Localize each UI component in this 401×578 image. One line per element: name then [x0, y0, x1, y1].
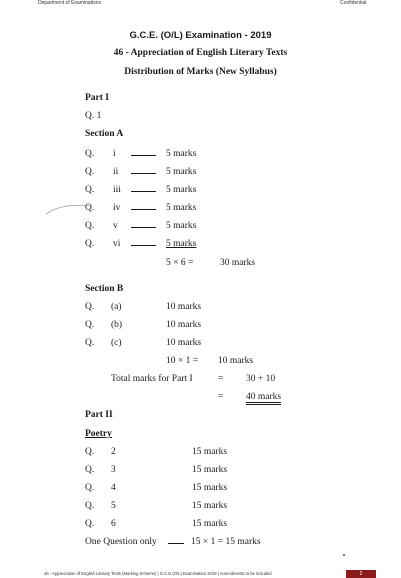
q-number: v — [113, 221, 118, 231]
q-label: Q. — [85, 447, 95, 457]
q-marks: 5 marks — [166, 221, 197, 231]
q-number: iv — [113, 203, 121, 213]
q-marks: 10 marks — [166, 302, 202, 312]
part1-grand-total: 40 marks — [246, 392, 281, 405]
q-number: (a) — [111, 302, 122, 312]
q-label: Q. — [85, 320, 95, 330]
q-label: Q. — [85, 483, 95, 493]
part1-heading: Part I — [85, 93, 110, 103]
q-marks: 5 marks — [166, 149, 197, 159]
q-number: ii — [113, 167, 119, 177]
dash-line — [131, 191, 156, 192]
dash-line — [131, 227, 156, 228]
q-marks: 15 marks — [192, 483, 228, 493]
header-confidential: Confidential — [340, 0, 367, 6]
pen-stroke — [44, 200, 94, 216]
exam-title: G.C.E. (O/L) Examination - 2019 — [129, 30, 272, 41]
dash-line — [131, 209, 156, 210]
q-label: Q. — [85, 149, 95, 159]
part2-heading: Part II — [85, 410, 113, 420]
section-b-calc: 10 × 1 = — [166, 356, 199, 366]
q-label: Q. — [85, 185, 95, 195]
q-marks: 5 marks — [166, 167, 197, 177]
dash-line — [168, 543, 184, 544]
q-number: (b) — [111, 320, 123, 330]
q-label: Q. — [85, 167, 95, 177]
section-a-calc: 5 × 6 = — [166, 258, 194, 268]
part1-question: Q. 1 — [85, 111, 102, 121]
q-number: i — [113, 149, 116, 159]
page-number: 2 — [346, 570, 376, 578]
equals-sign: = — [218, 374, 224, 384]
q-label: Q. — [85, 302, 95, 312]
page-header — [0, 0, 401, 8]
q-number: 3 — [111, 465, 116, 475]
q-marks: 10 marks — [166, 338, 202, 348]
q-number: (c) — [111, 338, 122, 348]
subject-title: 46 - Appreciation of English Literary Texts — [113, 48, 288, 58]
equals-sign: = — [218, 392, 224, 402]
one-question-calc: 15 × 1 = 15 marks — [191, 537, 261, 547]
q-label: Q. — [85, 203, 95, 213]
footer-text: 46 - Appreciation of English Literary Texts (Marking Scheme) | G.C.E.(O/L) Examination 2019 | Amendments to be included — [44, 571, 272, 576]
q-marks: 15 marks — [192, 465, 228, 475]
section-a-heading: Section A — [85, 129, 124, 139]
q-label: Q. — [85, 338, 95, 348]
section-b-total: 10 marks — [218, 356, 254, 366]
q-label: Q. — [85, 501, 95, 511]
q-number: 5 — [111, 501, 116, 511]
distribution-title: Distribution of Marks (New Syllabus) — [124, 67, 277, 77]
q-marks: 15 marks — [192, 447, 228, 457]
section-b-heading: Section B — [85, 284, 124, 294]
q-label: Q. — [85, 221, 95, 231]
q-number: vi — [113, 239, 121, 249]
part1-sum: 30 + 10 — [246, 374, 276, 384]
q-number: 2 — [111, 447, 116, 457]
q-number: 4 — [111, 483, 116, 493]
q-number: 6 — [111, 519, 116, 529]
header-department: Department of Examinations — [38, 0, 102, 6]
q-label: Q. — [85, 519, 95, 529]
q-label: Q. — [85, 465, 95, 475]
dash-line — [131, 245, 156, 246]
q-marks: 10 marks — [166, 320, 202, 330]
one-question-label: One Question only — [85, 537, 157, 547]
dash-line — [131, 173, 156, 174]
page-footer — [0, 570, 401, 578]
part1-total-label: Total marks for Part I — [111, 374, 193, 384]
section-a-total: 30 marks — [220, 258, 256, 268]
ink-dot — [343, 554, 345, 556]
q-marks: 15 marks — [192, 519, 228, 529]
q-marks: 5 marks — [166, 239, 197, 249]
q-label: Q. — [85, 239, 95, 249]
dash-line — [131, 155, 156, 156]
q-marks: 5 marks — [166, 185, 197, 195]
q-number: iii — [113, 185, 121, 195]
poetry-heading: Poetry — [85, 429, 112, 439]
q-marks: 15 marks — [192, 501, 228, 511]
q-marks: 5 marks — [166, 203, 197, 213]
